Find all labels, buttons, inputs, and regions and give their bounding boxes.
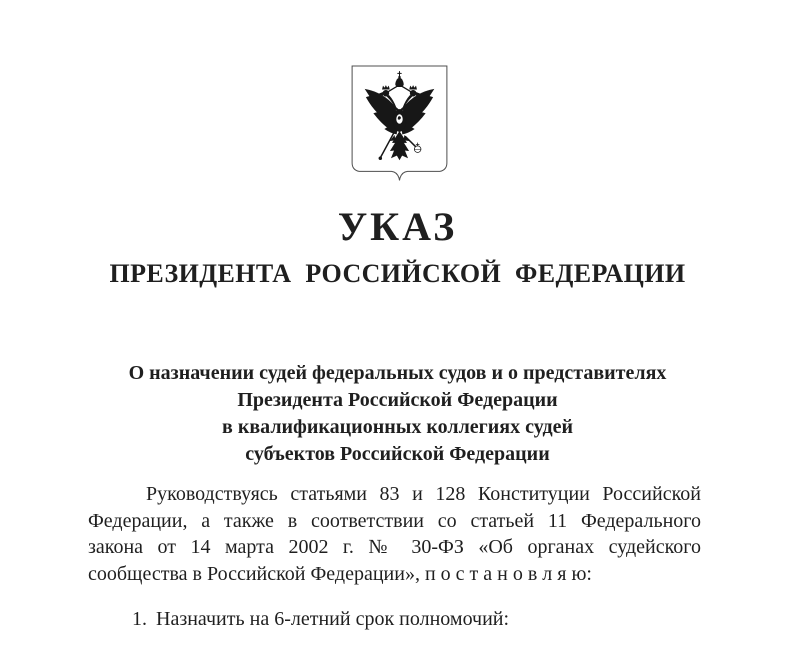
russia-coat-of-arms-icon [349, 64, 450, 185]
subject-line: субъектов Российской Федерации [245, 443, 550, 465]
body-line: сообщества в Российской Федерации», п о с т а н о в л я ю: [88, 562, 592, 585]
item-number: 1. [132, 608, 147, 630]
subject-line: О назначении судей федеральных судов и о представителях [128, 362, 667, 384]
decree-item-1 [88, 606, 701, 632]
body-line: Руководствуясь статьями 83 и 128 Конституции Российской [146, 483, 701, 505]
item-text: Назначить на 6-летний срок полномочий: [156, 608, 510, 630]
body-line: закона от 14 марта 2002 г. № 30-ФЗ «Об органах судейского [88, 536, 701, 558]
decree-title: УКАЗ [337, 204, 458, 249]
decree-subject-heading [44, 360, 751, 468]
decree-body-paragraph [88, 481, 701, 587]
decree-issuer-line: ПРЕЗИДЕНТА РОССИЙСКОЙ ФЕДЕРАЦИИ [109, 259, 686, 288]
subject-line: в квалификационных коллегиях судей [222, 416, 573, 438]
body-line: Федерации, а также в соответствии со статьей 11 Федерального [88, 509, 701, 532]
subject-line: Президента Российской Федерации [237, 389, 558, 411]
